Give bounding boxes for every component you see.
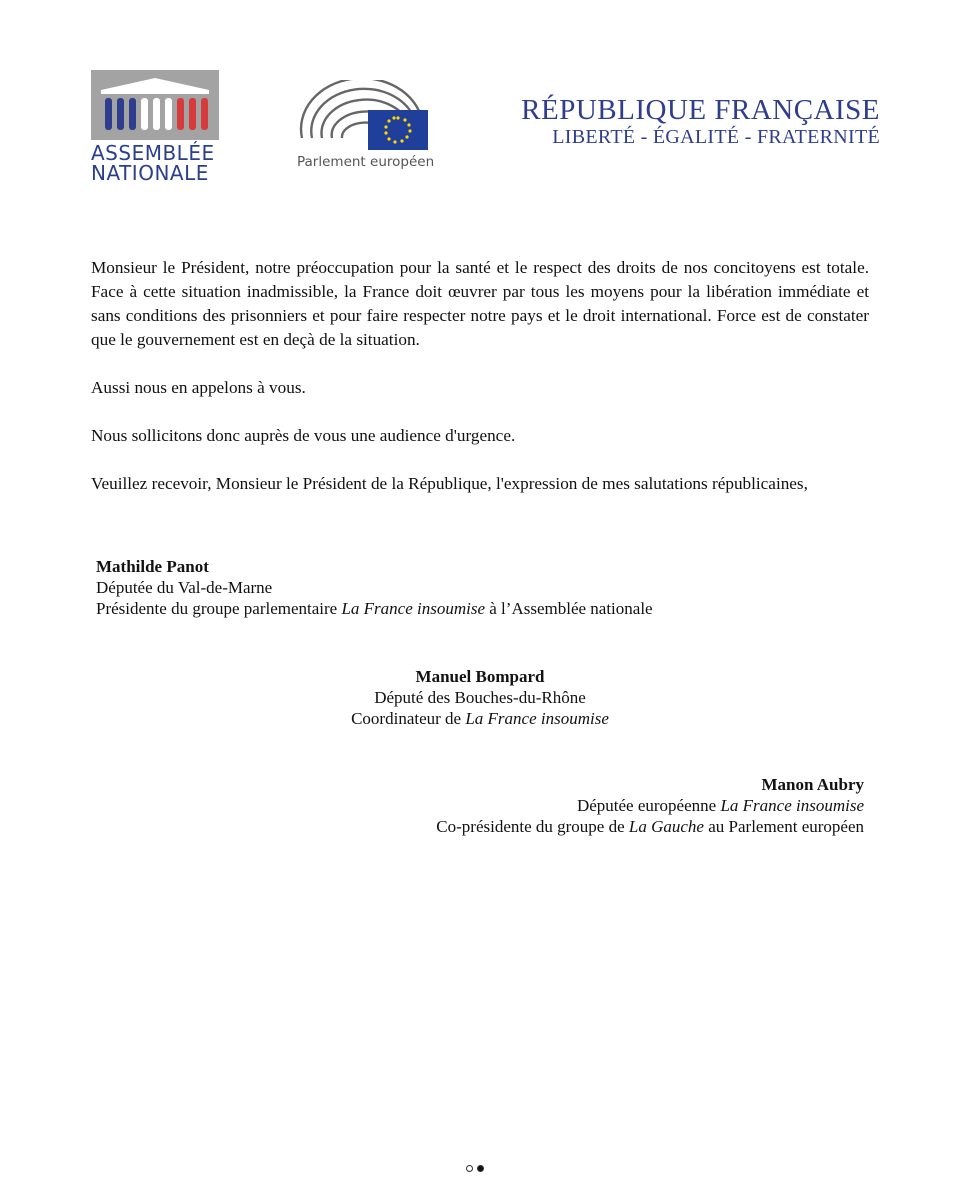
letter-paragraph-1: Monsieur le Président, notre préoccupation pour la santé et le respect des droits de nos concitoyens est totale. Face à cette situation inadmissible, la France doit œuvrer par tous les moyens pour la libération immédiate et sans conditions des prisonniers et pour faire respecter notre pays et le droit international. Force est de constater que le gouvernement est en deçà de la situation. xyxy=(91,258,869,349)
letter-paragraph-3: Nous sollicitons donc auprès de vous une audience d'urgence. xyxy=(91,426,516,445)
letter-paragraph-4: Veuillez recevoir, Monsieur le Président de la République, l'expression de mes salutations républicaines, xyxy=(91,474,808,493)
signatory-name: Manon Aubry xyxy=(761,775,864,794)
republique-motto: LIBERTÉ - ÉGALITÉ - FRATERNITÉ xyxy=(552,126,880,148)
signature-aubry xyxy=(436,774,864,837)
assemblee-line2: NATIONALE xyxy=(91,161,209,185)
letter-body xyxy=(91,256,869,520)
signatory-role: Députée européenne La France insoumise xyxy=(576,796,864,815)
signature-panot xyxy=(96,556,653,619)
republique-title: RÉPUBLIQUE FRANÇAISE xyxy=(521,94,880,126)
carousel-dot-1[interactable] xyxy=(466,1165,473,1172)
signatory-role: Député des Bouches-du-Rhône xyxy=(374,688,586,707)
carousel-pagination xyxy=(466,1165,484,1172)
hemicycle-columns-icon xyxy=(91,70,219,142)
assemblee-nationale-wordmark xyxy=(91,143,231,183)
letter-paragraph-2: Aussi nous en appelons à vous. xyxy=(91,378,306,397)
signatory-role: Coordinateur de La France insoumise xyxy=(351,709,609,728)
assemblee-line1: ASSEMBLÉE xyxy=(91,141,215,165)
signatory-role: Députée du Val-de-Marne xyxy=(96,578,273,597)
signatory-name: Mathilde Panot xyxy=(96,557,209,576)
republique-francaise-header xyxy=(521,95,880,149)
signature-bompard xyxy=(330,666,630,729)
parlement-europeen-label: Parlement européen xyxy=(297,154,435,170)
signatory-role: Présidente du groupe parlementaire La France insoumise à l’Assemblée nationale xyxy=(96,599,653,618)
assemblee-nationale-logo xyxy=(91,70,219,185)
signatory-name: Manuel Bompard xyxy=(415,667,545,686)
carousel-dot-2-active[interactable] xyxy=(477,1165,484,1172)
signatory-role: Co-présidente du groupe de La Gauche au Parlement européen xyxy=(436,817,864,836)
